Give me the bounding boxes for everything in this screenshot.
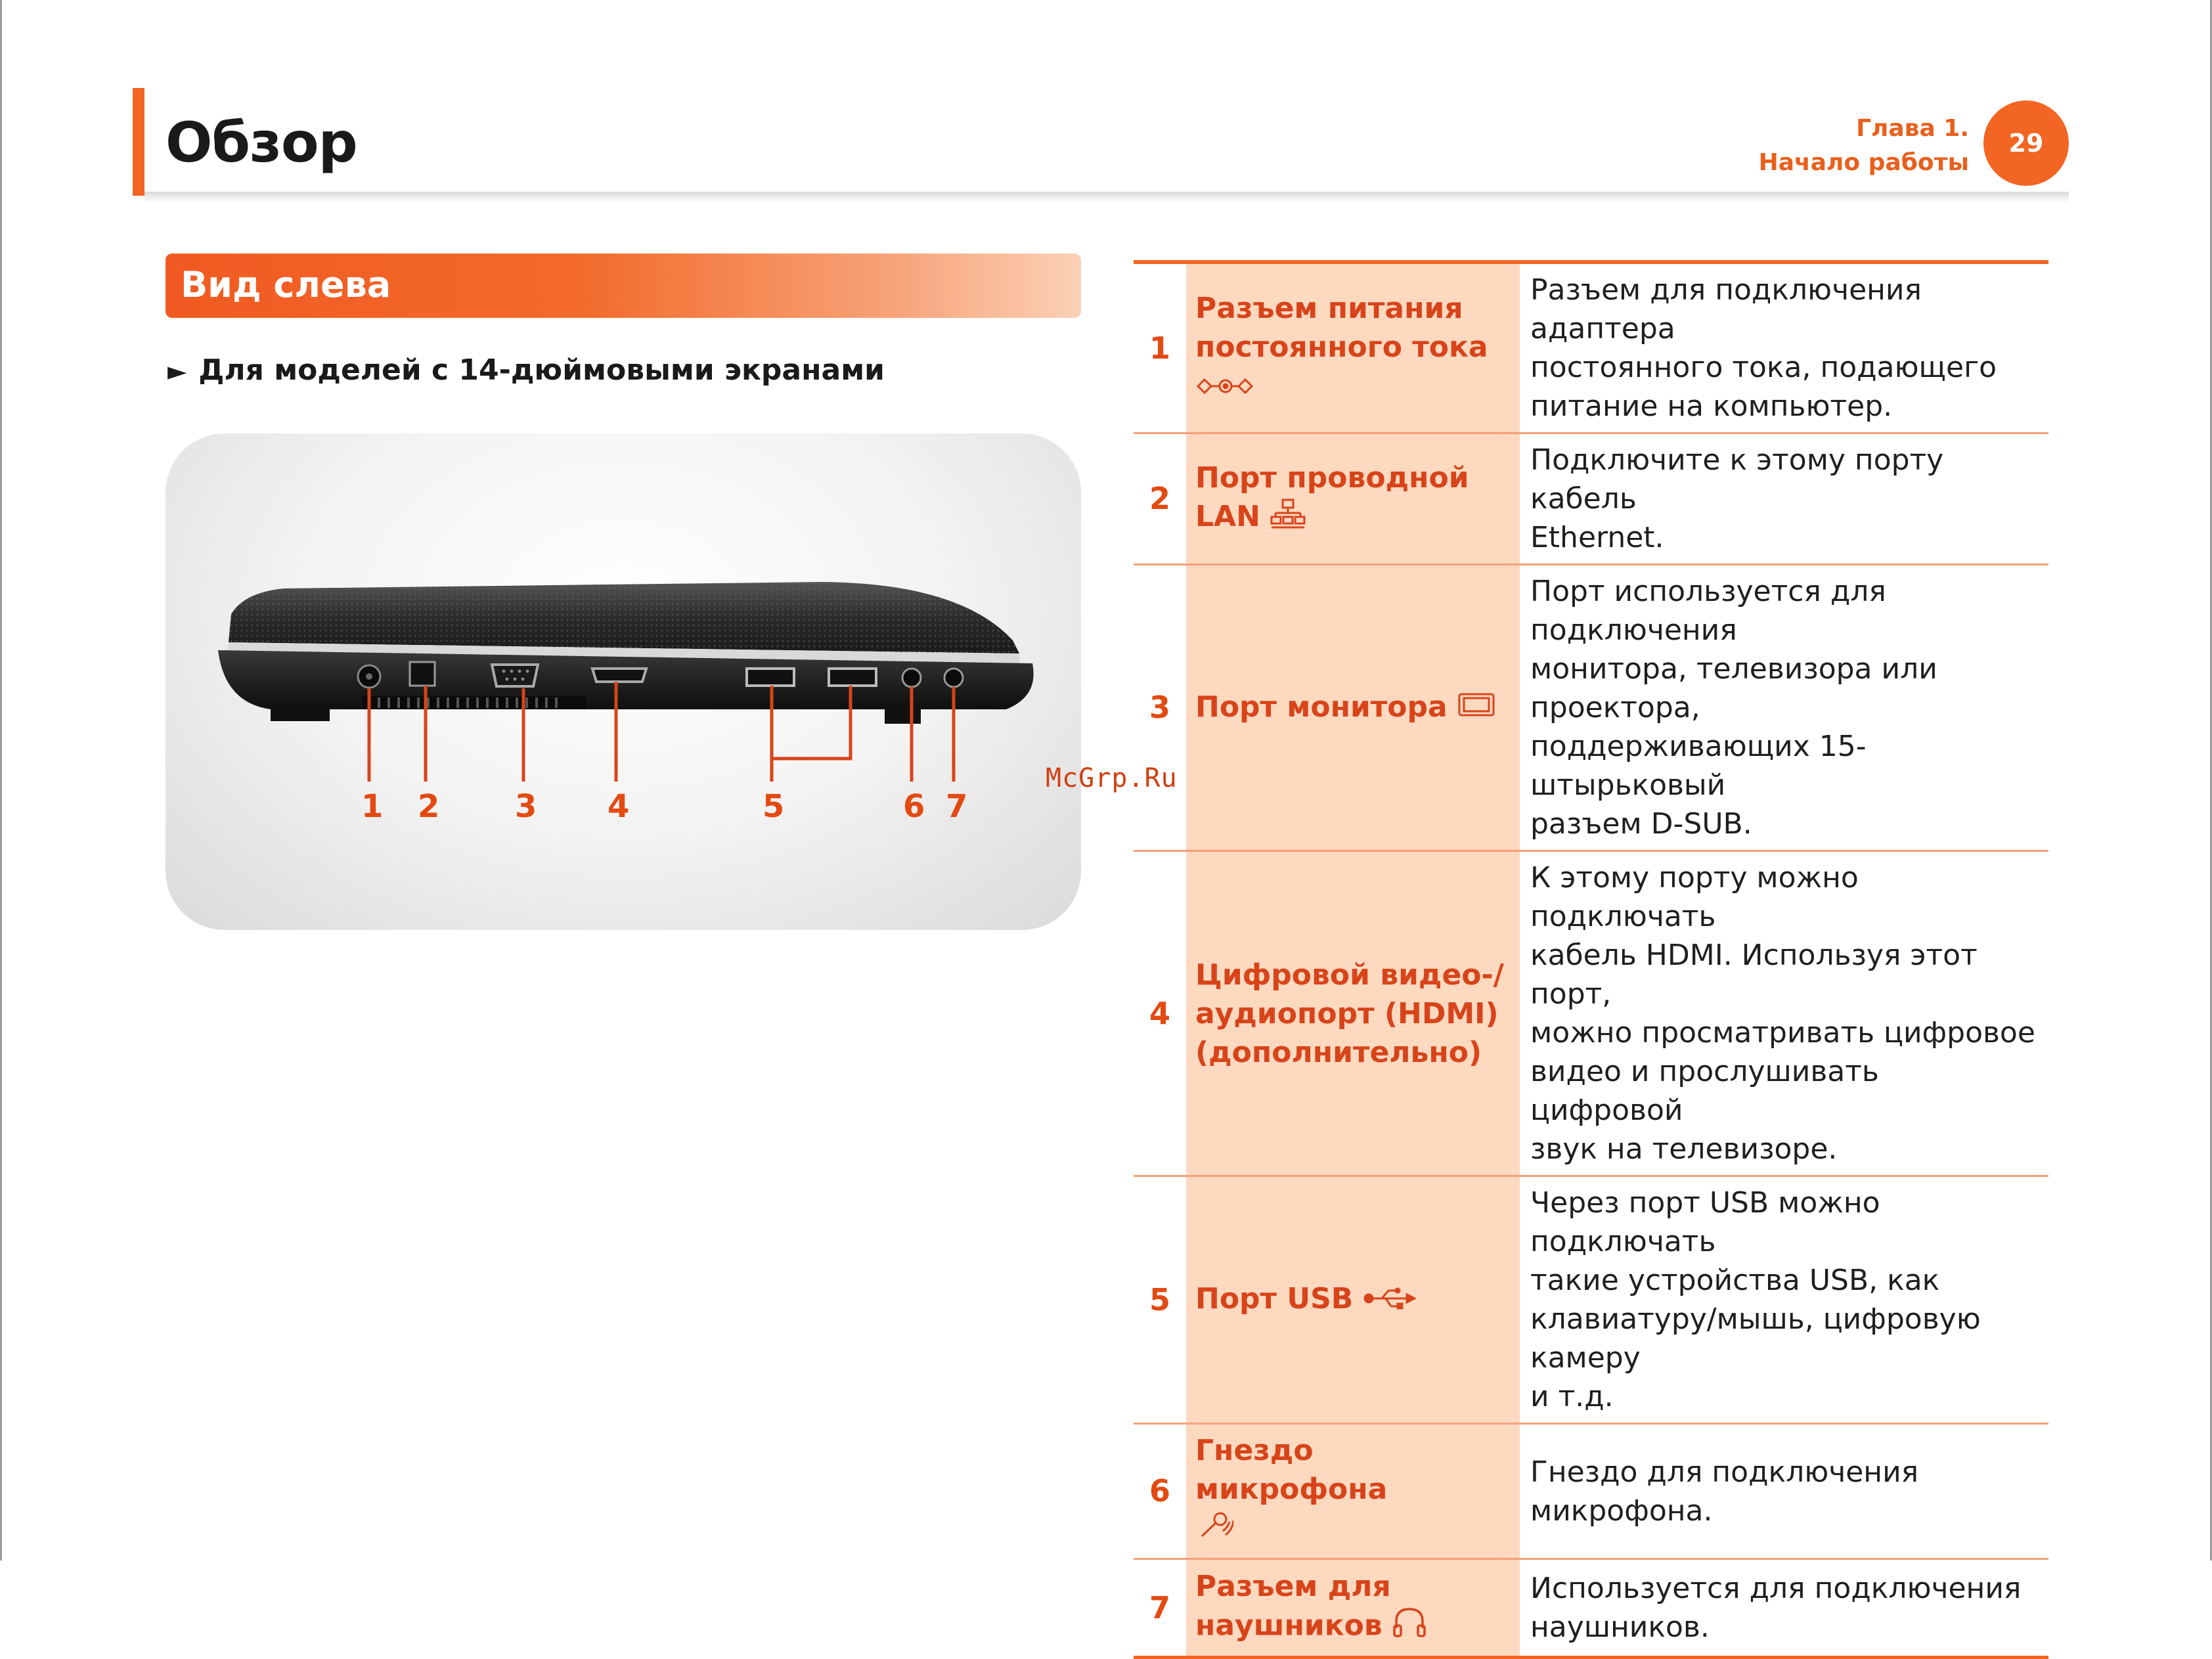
section-title: Вид слева [181, 264, 391, 305]
lan-icon [1270, 498, 1306, 539]
port-name-line: (дополнительно) [1195, 1035, 1482, 1069]
description-line: поддерживающих 15-штырьковый [1530, 730, 1867, 802]
port-name-cell [1186, 1424, 1520, 1559]
table-row [1134, 1424, 2048, 1559]
port-name-cell [1186, 851, 1520, 1176]
page-number-badge: 29 [1983, 100, 2069, 186]
subheading-text: Для моделей с 14-дюймовыми экранами [198, 353, 885, 387]
headphone-jack [944, 669, 963, 687]
dc-power-icon [1195, 368, 1261, 407]
description-line: постоянного тока, подающего [1530, 351, 1997, 384]
row-number: 3 [1149, 690, 1170, 725]
chapter-label [1759, 112, 1969, 180]
description-line: разъем D-SUB. [1530, 807, 1752, 841]
chapter-title: Начало работы [1758, 149, 1969, 176]
description-line: звук на телевизоре. [1530, 1132, 1838, 1166]
description-line: Разъем для подключения адаптера [1530, 273, 1922, 345]
description-line: такие устройства USB, как [1530, 1264, 1940, 1297]
callout-number: 3 [515, 788, 537, 825]
port-name-line: LAN [1195, 500, 1260, 534]
port-description [1520, 433, 2048, 565]
chapter-number: Глава 1. [1856, 115, 1969, 142]
port-name-cell [1186, 262, 1520, 433]
row-number: 6 [1149, 1473, 1170, 1509]
description-line: монитора, телевизора или проектора, [1530, 652, 1937, 724]
microphone-icon [1195, 1509, 1233, 1551]
description-line: питание на компьютер. [1530, 389, 1893, 423]
table-row [1134, 1559, 2048, 1658]
row-number: 4 [1149, 995, 1170, 1031]
port-name-line: наушников [1195, 1608, 1382, 1643]
description-line: и т.д. [1530, 1380, 1614, 1413]
lan-port [410, 662, 435, 686]
port-description [1520, 851, 2048, 1176]
callout-number: 7 [946, 788, 968, 825]
laptop-drawing [166, 433, 1081, 930]
table-row [1134, 262, 2048, 433]
description-line: видео и прослушивать цифровой [1530, 1055, 1879, 1127]
usb-port-1 [747, 669, 794, 686]
description-line: Гнездо для подключения микрофона. [1530, 1455, 1919, 1528]
subheading [167, 353, 885, 387]
port-name-line: постоянного тока [1195, 330, 1488, 365]
watermark: McGrp.Ru [1046, 763, 1178, 793]
port-description [1520, 262, 2048, 433]
usb-port-2 [829, 669, 876, 686]
table-row [1134, 565, 2048, 851]
port-name-cell [1186, 1559, 1520, 1658]
table-row [1134, 1176, 2048, 1424]
description-line: Ethernet. [1530, 521, 1664, 554]
description-line: кабель HDMI. Используя этот порт, [1530, 939, 1978, 1011]
port-name-cell [1186, 433, 1520, 565]
port-name-line: Порт проводной [1195, 461, 1469, 495]
usb-icon [1363, 1281, 1416, 1320]
port-name-line: Гнездо микрофона [1195, 1434, 1388, 1506]
header-divider [144, 192, 2069, 204]
table-row [1134, 851, 2048, 1176]
port-name-line: Цифровой видео-/ [1195, 958, 1504, 992]
laptop-left-side-illustration [166, 433, 1081, 930]
headphones-icon [1392, 1606, 1427, 1648]
vga-port [492, 665, 538, 686]
description-line: наушников. [1530, 1610, 1710, 1644]
port-name-line: Порт монитора [1195, 690, 1448, 724]
monitor-icon [1457, 689, 1495, 728]
callout-number: 5 [763, 788, 785, 825]
description-line: Порт используется для подключения [1530, 575, 1886, 647]
description-line: К этому порту можно подключать [1530, 861, 1859, 933]
row-number: 1 [1149, 330, 1170, 366]
port-description [1520, 1176, 2048, 1424]
callout-number: 2 [418, 788, 440, 825]
port-description [1520, 565, 2048, 851]
page-border-left [0, 0, 2, 1560]
port-name-line: Разъем питания [1195, 292, 1463, 326]
port-name-line: Разъем для [1195, 1570, 1391, 1603]
port-name-cell [1186, 565, 1520, 851]
port-description [1520, 1424, 2048, 1559]
callout-number: 6 [903, 788, 925, 825]
description-line: Через порт USB можно подключать [1530, 1186, 1880, 1258]
page-title: Обзор [166, 110, 357, 175]
description-line: Подключите к этому порту кабель [1530, 443, 1944, 516]
callout-number: 1 [361, 788, 384, 825]
title-accent-bar [133, 88, 144, 196]
vent-grille [363, 696, 586, 709]
row-number: 2 [1149, 481, 1170, 516]
description-line: Используется для подключения [1530, 1572, 2022, 1605]
ports-table [1134, 260, 2048, 1659]
mic-jack [902, 669, 921, 687]
hdmi-port [592, 669, 646, 682]
bullet-arrow-icon: ► [167, 357, 187, 386]
description-line: можно просматривать цифровое [1530, 1016, 2035, 1050]
row-number: 5 [1149, 1281, 1170, 1317]
table-row [1134, 433, 2048, 565]
row-number: 7 [1149, 1589, 1170, 1626]
callout-number: 4 [608, 788, 630, 825]
port-description [1520, 1559, 2048, 1658]
port-name-line: аудиопорт (HDMI) [1195, 996, 1499, 1030]
port-name-cell [1186, 1176, 1520, 1424]
description-line: клавиатуру/мышь, цифровую камеру [1530, 1302, 1981, 1375]
port-name-line: Порт USB [1195, 1282, 1354, 1316]
